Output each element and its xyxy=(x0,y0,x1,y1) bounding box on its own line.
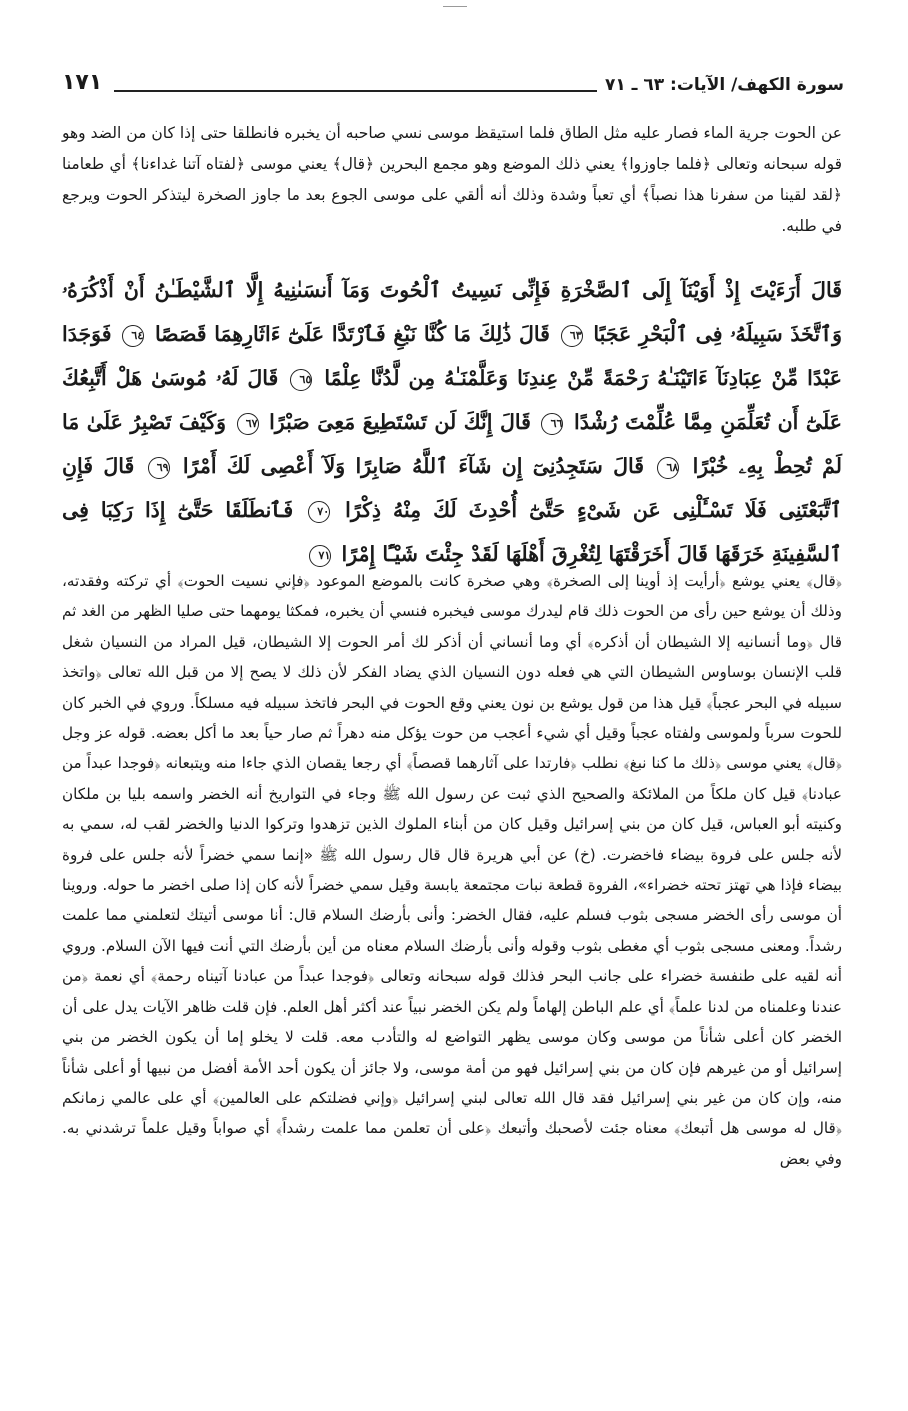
ayah-number-71: ٧١ xyxy=(309,545,331,567)
verse-67-text: قَالَ إِنَّكَ لَن تَسْتَطِيعَ مَعِىَ صَبْرًا xyxy=(269,410,531,434)
verse-71-text: فَٱنطَلَقَا حَتَّىٰٓ إِذَا رَكِبَا فِى ٱلسَّفِينَةِ خَرَقَهَا قَالَ أَخَرَقْتَهَا لِتُغْرِقَ أَهْلَهَا لَقَدْ جِئْتَ شَيْـًٔا إِمْرًا xyxy=(62,498,842,566)
running-title: سورة الكهف/ الآيات: ٦٣ ـ ٧١ xyxy=(604,75,844,95)
ayah-number-65: ٦٥ xyxy=(290,369,312,391)
commentary-top-paragraph: عن الحوت جرية الماء فصار عليه مثل الطاق فلما استيقظ موسى نسي صاحبه أن يخبره فانطلقا حتى إذا كان من الضد وهو قوله سبحانه وتعالى ﴿فلما جاوزوا﴾ يعني ذلك الموضع وهو مجمع البحرين ﴿قال﴾ يعني موسى ﴿لفتاه آتنا غداءنا﴾ أي طعامنا ﴿لقد لقينا من سفرنا هذا نصباً﴾ أي تعباً وشدة وذلك أنه ألقي على موسى الجوع بعد ما جاوز الصخرة ليتذكر الحوت ويرجع في طلبه. xyxy=(62,124,842,235)
verse-64-text: قَالَ ذَٰلِكَ مَا كُنَّا نَبْغِ فَٱرْتَدَّا عَلَىٰٓ ءَاثَارِهِمَا قَصَصًا xyxy=(154,322,550,346)
header-rule xyxy=(114,90,597,92)
verse-63-text: قَالَ أَرَءَيْتَ إِذْ أَوَيْنَآ إِلَى ٱلصَّخْرَةِ فَإِنِّى نَسِيتُ ٱلْحُوتَ وَمَآ أَنسَىٰنِيهُ إِلَّا ٱلشَّيْطَـٰنُ أَنْ أَذْكُرَهُۥ وَٱتَّخَذَ سَبِيلَهُۥ فِى ٱلْبَحْرِ عَجَبًا xyxy=(62,278,843,346)
quran-verses-block xyxy=(62,268,843,566)
verse-68-text: وَكَيْفَ تَصْبِرُ عَلَىٰ مَا لَمْ تُحِطْ بِهِۦ خُبْرًا xyxy=(62,410,843,478)
top-decorative-rule xyxy=(443,6,467,7)
ayah-number-68: ٦٨ xyxy=(657,457,679,479)
ayah-number-64: ٦٤ xyxy=(122,325,144,347)
ayah-number-66: ٦٦ xyxy=(541,413,563,435)
page-number: ١٧١ xyxy=(62,70,103,95)
ayah-number-69: ٦٩ xyxy=(148,457,170,479)
verse-65-text: فَوَجَدَا عَبْدًا مِّنْ عِبَادِنَآ ءَاتَيْنَـٰهُ رَحْمَةً مِّنْ عِندِنَا وَعَلَّمْنَـٰهُ مِن لَّدُنَّا عِلْمًا xyxy=(62,322,842,390)
ayah-number-63: ٦٣ xyxy=(561,325,583,347)
verse-66-text: قَالَ لَهُۥ مُوسَىٰ هَلْ أَتَّبِعُكَ عَلَىٰٓ أَن تُعَلِّمَنِ مِمَّا عُلِّمْتَ رُشْدًا xyxy=(62,366,842,434)
verse-69-text: قَالَ سَتَجِدُنِىٓ إِن شَآءَ ٱللَّهُ صَابِرًا وَلَآ أَعْصِى لَكَ أَمْرًا xyxy=(182,454,645,478)
commentary-main-paragraph: ﴿قال﴾ يعني يوشع ﴿أرأيت إذ أوينا إلى الصخرة﴾ وهي صخرة كانت بالموضع الموعود ﴿فإني نسيت الحوت﴾ أي تركته وفقدته، وذلك أن يوشع حين رأى من الحوت ذلك قام ليدرك موسى فيخبره فنسي أن يخبره، فمكثا يومهما حتى صليا الظهر من الغد ثم قال ﴿وما أنسانيه إلا الشيطان أن أذكره﴾ أي وما أنساني أن أذكر لك أمر الحوت إلا الشيطان، قيل المراد من النسيان شغل قلب الإنسان بوساوس الشيطان التي هي فعله دون النسيان الذي يضاد الفكر لأن ذلك لا يصح إلا من قبل الله تعالى ﴿واتخذ سبيله في البحر عجباً﴾ قيل هذا من قول يوشع بن نون يعني وقع الحوت في البحر فاتخذ سبيله فيه مسلكاً. وروي في الخبر كان للحوت سرباً ولموسى ولفتاه عجباً وقيل أي شيء أعجب من حوت يؤكل منه دهراً ثم صار حياً بعد ما أكل بعضه. قوله عز وجل ﴿قال﴾ يعني موسى ﴿ذلك ما كنا نبغ﴾ نطلب ﴿فارتدا على آثارهما قصصاً﴾ أي رجعا يقصان الذي جاءا منه ويتبعانه ﴿فوجدا عبداً من عبادنا﴾ قيل كان ملكاً من الملائكة والصحيح الذي ثبت عن رسول الله ﷺ وجاء في التواريخ أنه الخضر واسمه بليا بن ملكان وكنيته أبو العباس، قيل كان من بني إسرائيل وقيل كان من أبناء الملوك الذين تزهدوا وتركوا الدنيا والخضر لقب له، سمي به لأنه جلس على فروة بيضاء فاخضرت. (خ) عن أبي هريرة قال قال رسول الله ﷺ «إنما سمي خضراً لأنه جلس على فروة بيضاء فإذا هي تهتز تحته خضراء»، الفروة قطعة نبات مجتمعة يابسة وقيل سمي خضراً لأنه كان إذا صلى اخضر ما حوله. وروينا أن موسى رأى الخضر مسجى بثوب فسلم عليه، فقال الخضر: وأنى بأرضك السلام قال: أنا موسى أتيتك لتعلمني مما علمت رشداً. ومعنى مسجى بثوب أي مغطى بثوب وقوله وأنى بأرضك السلام معناه من أين بأرضك التي أنت فيها الآن السلام. وروي أنه لقيه على طنفسة خضراء على جانب البحر فذلك قوله سبحانه وتعالى ﴿فوجدا عبداً من عبادنا آتيناه رحمة﴾ أي نعمة ﴿من عندنا وعلمناه من لدنا علماً﴾ أي علم الباطن إلهاماً ولم يكن الخضر نبياً عند أكثر أهل العلم. فإن قلت ظاهر الآيات يدل على أن الخضر كان أعلى شأناً من موسى وكان موسى يظهر التواضع له والتأدب معه. قلت لا يخلو إما أن يكون الخضر من بني إسرائيل أو من غيرهم فإن كان من بني إسرائيل فهو من أمة موسى، ولا جائز أن يكون أحد الأمة أفضل من نبيها أو أعلى شأناً منه، وإن كان من غير بني إسرائيل فقد قال الله تعالى لبني إسرائيل ﴿وإني فضلتكم على العالمين﴾ أي على عالمي زمانكم ﴿قال له موسى هل أتبعك﴾ معناه جئت لأصحبك وأتبعك ﴿على أن تعلمن مما علمت رشداً﴾ أي صواباً وقيل علماً ترشدني به. وفي بعض xyxy=(62,572,842,1168)
verse-70-text: قَالَ فَإِنِ ٱتَّبَعْتَنِى فَلَا تَسْـَٔلْنِى عَن شَىْءٍ حَتَّىٰٓ أُحْدِثَ لَكَ مِنْهُ ذِكْرًا xyxy=(62,454,843,522)
page-header xyxy=(62,62,844,96)
ayah-number-70: ٧٠ xyxy=(308,501,330,523)
ayah-number-67: ٦٧ xyxy=(237,413,259,435)
